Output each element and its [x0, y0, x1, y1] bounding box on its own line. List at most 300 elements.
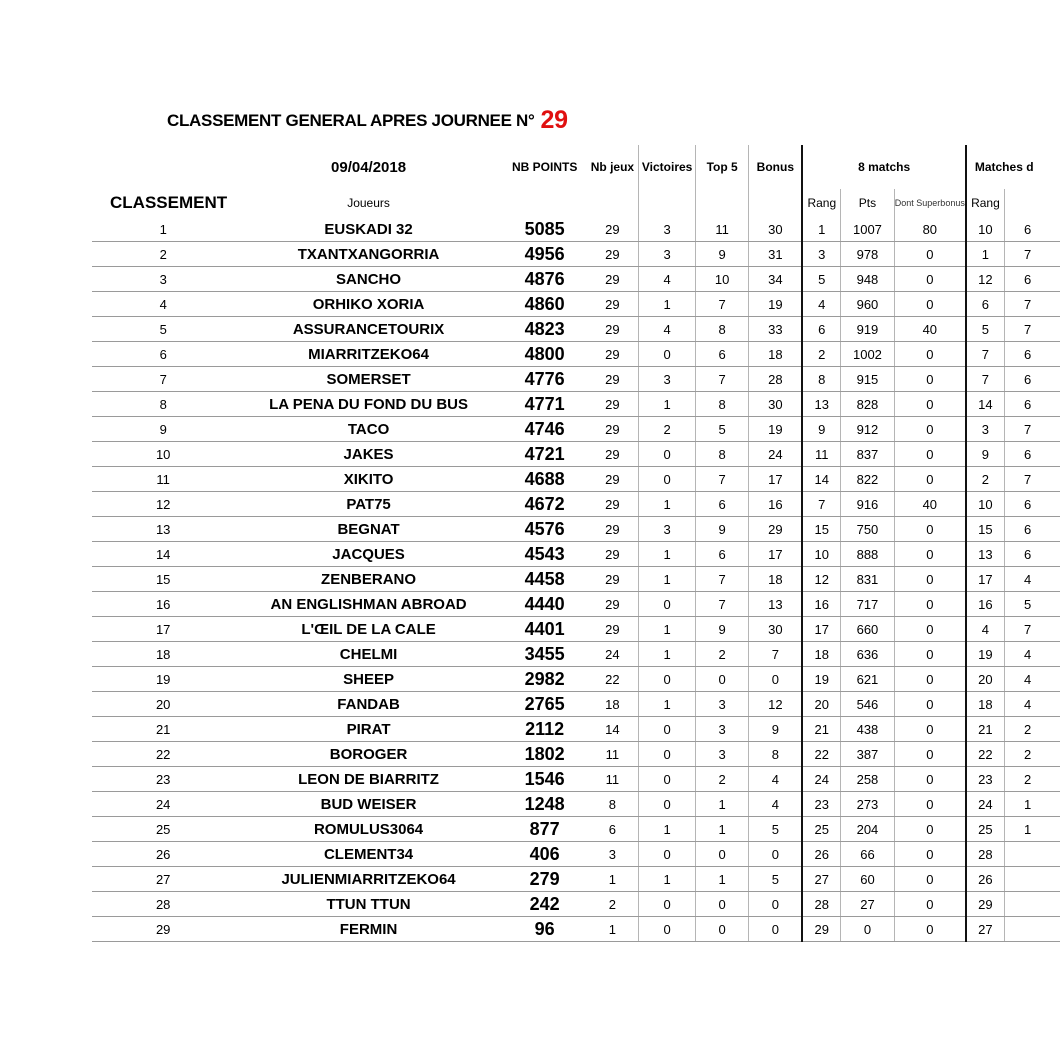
victoires-cell: 3 [639, 217, 696, 242]
pts8-cell: 636 [841, 642, 895, 667]
jeux-cell: 3 [587, 842, 639, 867]
superbonus-cell: 0 [894, 292, 966, 317]
jeux-cell: 29 [587, 392, 639, 417]
jeux-cell: 6 [587, 817, 639, 842]
player-name: CHELMI [234, 642, 502, 667]
group-8-matchs: 8 matchs [802, 145, 965, 189]
table-row [92, 867, 1060, 892]
rang2-cell: 7 [966, 342, 1005, 367]
pts8-cell: 66 [841, 842, 895, 867]
bonus-cell: 5 [749, 817, 803, 842]
bonus-cell: 16 [749, 492, 803, 517]
rang2-cell: 26 [966, 867, 1005, 892]
pts8-cell: 828 [841, 392, 895, 417]
superbonus-cell: 0 [894, 542, 966, 567]
rang2-cell: 21 [966, 717, 1005, 742]
header-row-2 [92, 189, 1060, 217]
top5-cell: 1 [696, 817, 749, 842]
pts8-cell: 660 [841, 617, 895, 642]
pts8-cell: 258 [841, 767, 895, 792]
player-name: ROMULUS3064 [234, 817, 502, 842]
victoires-cell: 1 [639, 542, 696, 567]
rank-cell: 4 [92, 292, 234, 317]
rank-cell: 14 [92, 542, 234, 567]
jeux-cell: 29 [587, 292, 639, 317]
points-cell: 4688 [503, 467, 587, 492]
standings-table [92, 145, 1060, 942]
pts8-cell: 960 [841, 292, 895, 317]
top5-cell: 0 [696, 917, 749, 942]
rang2-cell: 3 [966, 417, 1005, 442]
player-name: PIRAT [234, 717, 502, 742]
jeux-cell: 29 [587, 317, 639, 342]
points-cell: 4860 [503, 292, 587, 317]
rang8-cell: 21 [802, 717, 840, 742]
top5-cell: 8 [696, 317, 749, 342]
rang2-cell: 10 [966, 217, 1005, 242]
rang8-cell: 6 [802, 317, 840, 342]
victoires-cell: 0 [639, 767, 696, 792]
player-name: SHEEP [234, 667, 502, 692]
rang8-cell: 20 [802, 692, 840, 717]
jeux-cell: 29 [587, 267, 639, 292]
player-name: JACQUES [234, 542, 502, 567]
rang8-cell: 29 [802, 917, 840, 942]
bonus-cell: 7 [749, 642, 803, 667]
top5-cell: 3 [696, 742, 749, 767]
player-name: L'ŒIL DE LA CALE [234, 617, 502, 642]
rang8-cell: 27 [802, 867, 840, 892]
pts2-cell [1004, 867, 1060, 892]
rang2-cell: 14 [966, 392, 1005, 417]
bonus-cell: 4 [749, 792, 803, 817]
jeux-cell: 29 [587, 242, 639, 267]
victoires-cell: 0 [639, 342, 696, 367]
top5-cell: 8 [696, 442, 749, 467]
table-row [92, 442, 1060, 467]
superbonus-cell: 0 [894, 267, 966, 292]
rang8-cell: 15 [802, 517, 840, 542]
top5-cell: 7 [696, 567, 749, 592]
bonus-cell: 0 [749, 667, 803, 692]
pts8-cell: 0 [841, 917, 895, 942]
player-name: BOROGER [234, 742, 502, 767]
title-text: CLASSEMENT GENERAL APRES JOURNEE N° [167, 111, 535, 130]
rank-cell: 19 [92, 667, 234, 692]
pts2-cell: 2 [1004, 742, 1060, 767]
player-name: FERMIN [234, 917, 502, 942]
rang2-cell: 6 [966, 292, 1005, 317]
pts8-cell: 1002 [841, 342, 895, 367]
top5-cell: 5 [696, 417, 749, 442]
jeux-cell: 1 [587, 917, 639, 942]
rank-cell: 7 [92, 367, 234, 392]
pts2-cell: 6 [1004, 367, 1060, 392]
top5-cell: 6 [696, 342, 749, 367]
rang2-cell: 25 [966, 817, 1005, 842]
rank-cell: 29 [92, 917, 234, 942]
rank-cell: 6 [92, 342, 234, 367]
rang8-cell: 17 [802, 617, 840, 642]
rang8-cell: 22 [802, 742, 840, 767]
table-row [92, 317, 1060, 342]
player-name: XIKITO [234, 467, 502, 492]
rang2-cell: 27 [966, 917, 1005, 942]
rang8-cell: 18 [802, 642, 840, 667]
pts2-cell: 2 [1004, 767, 1060, 792]
jeux-cell: 2 [587, 892, 639, 917]
rank-cell: 12 [92, 492, 234, 517]
jeux-cell: 29 [587, 517, 639, 542]
pts2-cell: 4 [1004, 692, 1060, 717]
table-row [92, 517, 1060, 542]
jeux-cell: 8 [587, 792, 639, 817]
player-name: TTUN TTUN [234, 892, 502, 917]
rank-cell: 25 [92, 817, 234, 842]
rang2-cell: 4 [966, 617, 1005, 642]
table-row [92, 542, 1060, 567]
table-row [92, 692, 1060, 717]
top5-cell: 8 [696, 392, 749, 417]
bonus-cell: 0 [749, 842, 803, 867]
pts2-cell: 5 [1004, 592, 1060, 617]
pts8-cell: 60 [841, 867, 895, 892]
victoires-cell: 0 [639, 717, 696, 742]
jeux-cell: 29 [587, 542, 639, 567]
top5-cell: 7 [696, 367, 749, 392]
rank-cell: 11 [92, 467, 234, 492]
rang8-cell: 9 [802, 417, 840, 442]
bonus-cell: 0 [749, 917, 803, 942]
points-cell: 1802 [503, 742, 587, 767]
superbonus-cell: 80 [894, 217, 966, 242]
top5-cell: 9 [696, 517, 749, 542]
table-row [92, 242, 1060, 267]
player-name: FANDAB [234, 692, 502, 717]
bonus-cell: 31 [749, 242, 803, 267]
col-dont-superbonus: Dont Superbonus [894, 189, 966, 217]
jeux-cell: 29 [587, 467, 639, 492]
rank-cell: 27 [92, 867, 234, 892]
rang2-cell: 16 [966, 592, 1005, 617]
victoires-cell: 4 [639, 317, 696, 342]
top5-cell: 2 [696, 767, 749, 792]
victoires-cell: 0 [639, 467, 696, 492]
pts2-cell: 6 [1004, 217, 1060, 242]
rang8-cell: 19 [802, 667, 840, 692]
bonus-cell: 30 [749, 392, 803, 417]
points-cell: 5085 [503, 217, 587, 242]
table-row [92, 767, 1060, 792]
points-cell: 4458 [503, 567, 587, 592]
rank-cell: 10 [92, 442, 234, 467]
victoires-cell: 1 [639, 642, 696, 667]
superbonus-cell: 0 [894, 917, 966, 942]
pts2-cell: 6 [1004, 517, 1060, 542]
points-cell: 4746 [503, 417, 587, 442]
table-row [92, 467, 1060, 492]
journee-number: 29 [540, 106, 568, 134]
rang8-cell: 2 [802, 342, 840, 367]
bonus-cell: 24 [749, 442, 803, 467]
table-row [92, 792, 1060, 817]
bonus-cell: 19 [749, 417, 803, 442]
jeux-cell: 11 [587, 742, 639, 767]
player-name: LA PENA DU FOND DU BUS [234, 392, 502, 417]
rang8-cell: 7 [802, 492, 840, 517]
pts8-cell: 888 [841, 542, 895, 567]
jeux-cell: 29 [587, 567, 639, 592]
rang8-cell: 10 [802, 542, 840, 567]
pts2-cell: 6 [1004, 392, 1060, 417]
pts2-cell [1004, 917, 1060, 942]
pts2-cell [1004, 892, 1060, 917]
rang8-cell: 23 [802, 792, 840, 817]
rang8-cell: 24 [802, 767, 840, 792]
rang2-cell: 23 [966, 767, 1005, 792]
points-cell: 4576 [503, 517, 587, 542]
rank-cell: 21 [92, 717, 234, 742]
player-name: PAT75 [234, 492, 502, 517]
jeux-cell: 11 [587, 767, 639, 792]
rang2-cell: 29 [966, 892, 1005, 917]
rang2-cell: 5 [966, 317, 1005, 342]
top5-cell: 7 [696, 592, 749, 617]
rank-cell: 1 [92, 217, 234, 242]
bonus-cell: 33 [749, 317, 803, 342]
rang2-cell: 17 [966, 567, 1005, 592]
player-name: TACO [234, 417, 502, 442]
pts2-cell [1004, 842, 1060, 867]
jeux-cell: 18 [587, 692, 639, 717]
victoires-cell: 1 [639, 867, 696, 892]
pts8-cell: 387 [841, 742, 895, 767]
player-name: JAKES [234, 442, 502, 467]
col-rang-2: Rang [966, 189, 1005, 217]
bonus-cell: 28 [749, 367, 803, 392]
top5-cell: 7 [696, 467, 749, 492]
victoires-cell: 1 [639, 692, 696, 717]
jeux-cell: 29 [587, 592, 639, 617]
pts2-cell: 7 [1004, 617, 1060, 642]
joueurs-label: Joueurs [347, 196, 390, 210]
top5-cell: 3 [696, 692, 749, 717]
pts8-cell: 915 [841, 367, 895, 392]
victoires-cell: 1 [639, 292, 696, 317]
superbonus-cell: 0 [894, 442, 966, 467]
rang2-cell: 18 [966, 692, 1005, 717]
top5-cell: 7 [696, 292, 749, 317]
rang2-cell: 24 [966, 792, 1005, 817]
pts2-cell: 7 [1004, 242, 1060, 267]
superbonus-cell: 0 [894, 692, 966, 717]
points-cell: 242 [503, 892, 587, 917]
victoires-cell: 0 [639, 892, 696, 917]
points-cell: 2112 [503, 717, 587, 742]
rank-cell: 28 [92, 892, 234, 917]
col-bonus: Bonus [749, 145, 803, 189]
table-row [92, 717, 1060, 742]
jeux-cell: 29 [587, 492, 639, 517]
rank-cell: 16 [92, 592, 234, 617]
superbonus-cell: 40 [894, 492, 966, 517]
top5-cell: 10 [696, 267, 749, 292]
victoires-cell: 0 [639, 667, 696, 692]
pts2-cell: 1 [1004, 792, 1060, 817]
victoires-cell: 0 [639, 442, 696, 467]
top5-cell: 1 [696, 792, 749, 817]
superbonus-cell: 0 [894, 342, 966, 367]
superbonus-cell: 40 [894, 317, 966, 342]
pts2-cell: 6 [1004, 267, 1060, 292]
rang8-cell: 8 [802, 367, 840, 392]
player-name: TXANTXANGORRIA [234, 242, 502, 267]
table-row [92, 267, 1060, 292]
superbonus-cell: 0 [894, 417, 966, 442]
victoires-cell: 1 [639, 567, 696, 592]
top5-cell: 2 [696, 642, 749, 667]
rang2-cell: 19 [966, 642, 1005, 667]
victoires-cell: 3 [639, 517, 696, 542]
player-name: SOMERSET [234, 367, 502, 392]
pts2-cell: 4 [1004, 567, 1060, 592]
rank-cell: 18 [92, 642, 234, 667]
points-cell: 4823 [503, 317, 587, 342]
pts2-cell: 4 [1004, 642, 1060, 667]
superbonus-cell: 0 [894, 817, 966, 842]
table-row [92, 392, 1060, 417]
pts8-cell: 546 [841, 692, 895, 717]
jeux-cell: 22 [587, 667, 639, 692]
table-row [92, 617, 1060, 642]
bonus-cell: 19 [749, 292, 803, 317]
jeux-cell: 1 [587, 867, 639, 892]
top5-cell: 11 [696, 217, 749, 242]
player-name: SANCHO [234, 267, 502, 292]
bonus-cell: 18 [749, 342, 803, 367]
victoires-cell: 0 [639, 842, 696, 867]
superbonus-cell: 0 [894, 592, 966, 617]
top5-cell: 9 [696, 242, 749, 267]
rank-cell: 3 [92, 267, 234, 292]
points-cell: 4776 [503, 367, 587, 392]
rang2-cell: 9 [966, 442, 1005, 467]
superbonus-cell: 0 [894, 842, 966, 867]
superbonus-cell: 0 [894, 242, 966, 267]
rank-cell: 17 [92, 617, 234, 642]
col-nb-jeux: Nb jeux [590, 160, 635, 174]
pts2-cell: 7 [1004, 317, 1060, 342]
pts8-cell: 831 [841, 567, 895, 592]
points-cell: 4800 [503, 342, 587, 367]
pts8-cell: 822 [841, 467, 895, 492]
bonus-cell: 30 [749, 617, 803, 642]
pts2-cell: 1 [1004, 817, 1060, 842]
top5-cell: 9 [696, 617, 749, 642]
jeux-cell: 29 [587, 367, 639, 392]
rank-cell: 8 [92, 392, 234, 417]
victoires-cell: 4 [639, 267, 696, 292]
player-name: ASSURANCETOURIX [234, 317, 502, 342]
points-cell: 4440 [503, 592, 587, 617]
bonus-cell: 34 [749, 267, 803, 292]
top5-cell: 6 [696, 542, 749, 567]
table-row [92, 842, 1060, 867]
points-cell: 2982 [503, 667, 587, 692]
rank-cell: 23 [92, 767, 234, 792]
victoires-cell: 0 [639, 592, 696, 617]
superbonus-cell: 0 [894, 792, 966, 817]
victoires-cell: 2 [639, 417, 696, 442]
pts8-cell: 978 [841, 242, 895, 267]
pts8-cell: 948 [841, 267, 895, 292]
bonus-cell: 0 [749, 892, 803, 917]
table-row [92, 742, 1060, 767]
victoires-cell: 3 [639, 242, 696, 267]
player-name: CLEMENT34 [234, 842, 502, 867]
table-row [92, 567, 1060, 592]
table-row [92, 217, 1060, 242]
pts2-cell: 6 [1004, 542, 1060, 567]
victoires-cell: 0 [639, 742, 696, 767]
points-cell: 2765 [503, 692, 587, 717]
rang8-cell: 3 [802, 242, 840, 267]
pts8-cell: 912 [841, 417, 895, 442]
superbonus-cell: 0 [894, 667, 966, 692]
rang8-cell: 4 [802, 292, 840, 317]
pts2-cell: 6 [1004, 342, 1060, 367]
rank-cell: 13 [92, 517, 234, 542]
jeux-cell: 29 [587, 617, 639, 642]
rang8-cell: 1 [802, 217, 840, 242]
table-row [92, 817, 1060, 842]
rang2-cell: 7 [966, 367, 1005, 392]
victoires-cell: 0 [639, 792, 696, 817]
victoires-cell: 3 [639, 367, 696, 392]
rang2-cell: 28 [966, 842, 1005, 867]
superbonus-cell: 0 [894, 392, 966, 417]
superbonus-cell: 0 [894, 617, 966, 642]
player-name: JULIENMIARRITZEKO64 [234, 867, 502, 892]
jeux-cell: 29 [587, 442, 639, 467]
rank-cell: 9 [92, 417, 234, 442]
table-row [92, 642, 1060, 667]
player-name: LEON DE BIARRITZ [234, 767, 502, 792]
rank-cell: 26 [92, 842, 234, 867]
rang8-cell: 28 [802, 892, 840, 917]
pts8-cell: 717 [841, 592, 895, 617]
bonus-cell: 30 [749, 217, 803, 242]
points-cell: 406 [503, 842, 587, 867]
pts2-cell: 6 [1004, 442, 1060, 467]
bonus-cell: 4 [749, 767, 803, 792]
bonus-cell: 8 [749, 742, 803, 767]
jeux-cell: 24 [587, 642, 639, 667]
superbonus-cell: 0 [894, 742, 966, 767]
bonus-cell: 17 [749, 542, 803, 567]
player-name: MIARRITZEKO64 [234, 342, 502, 367]
victoires-cell: 0 [639, 917, 696, 942]
player-name: EUSKADI 32 [234, 217, 502, 242]
pts8-cell: 438 [841, 717, 895, 742]
bonus-cell: 18 [749, 567, 803, 592]
victoires-cell: 1 [639, 492, 696, 517]
rank-cell: 22 [92, 742, 234, 767]
points-cell: 1248 [503, 792, 587, 817]
points-cell: 96 [503, 917, 587, 942]
player-name: AN ENGLISHMAN ABROAD [234, 592, 502, 617]
jeux-cell: 29 [587, 417, 639, 442]
